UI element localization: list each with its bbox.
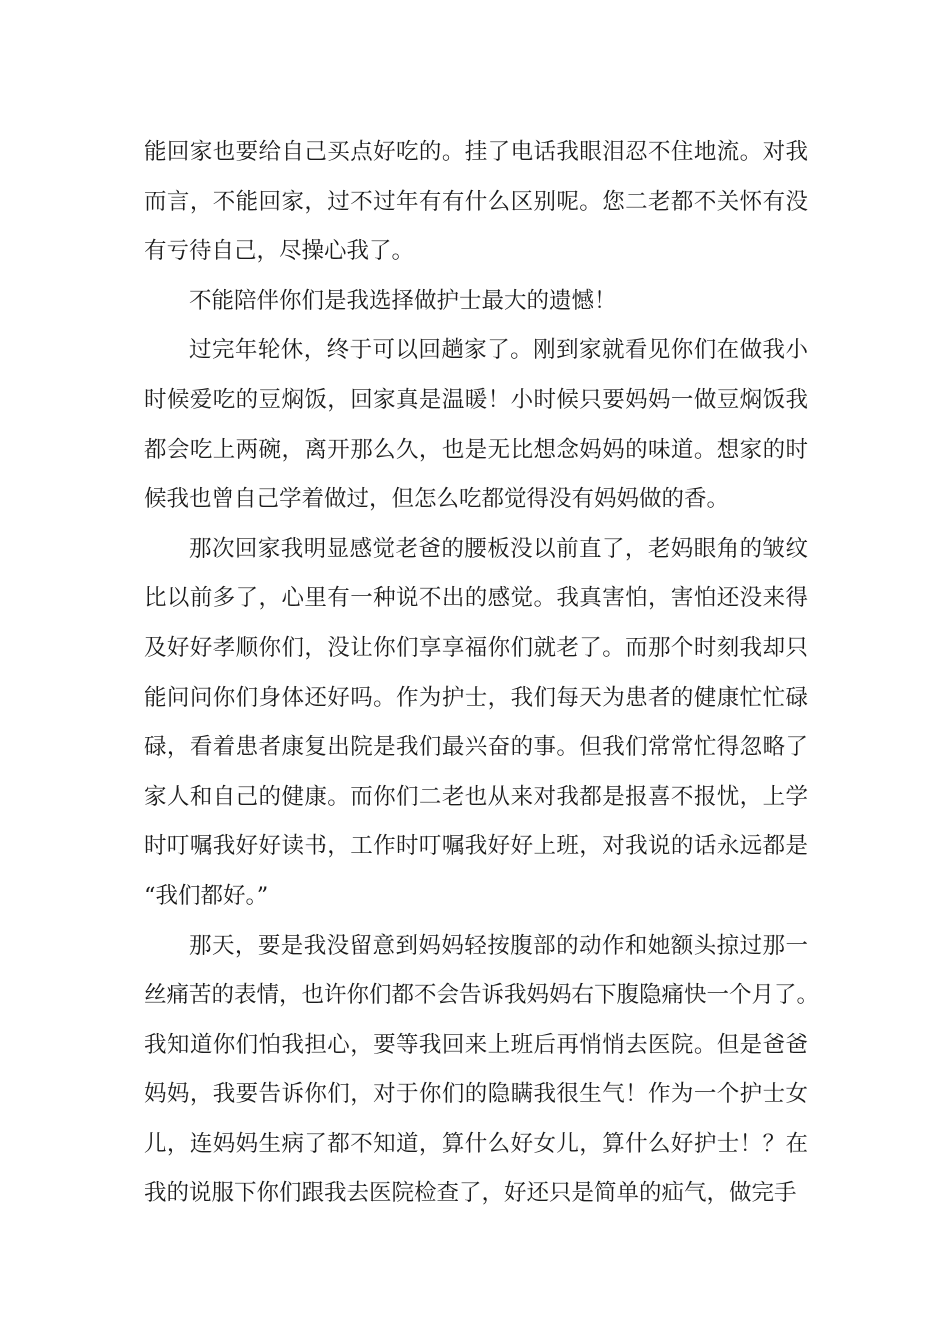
text-line: 不能陪伴你们是我选择做护士最大的遗憾！: [189, 287, 617, 314]
paragraph: [144, 277, 808, 327]
text-line: 丝痛苦的表情，也许你们都不会告诉我妈妈右下腹隐痛快一个月了。: [144, 982, 820, 1009]
text-line: 那次回家我明显感觉老爸的腰板没以前直了，老妈眼角的皱纹: [189, 535, 808, 562]
text-line: 家人和自己的健康。而你们二老也从来对我都是报喜不报忧，上学: [144, 783, 808, 810]
text-line: 碌，看着患者康复出院是我们最兴奋的事。但我们常常忙得忽略了: [144, 734, 808, 761]
paragraph: [144, 525, 808, 922]
document-body: [144, 128, 820, 1219]
text-line: 我知道你们怕我担心，要等我回来上班后再悄悄去医院。但是爸爸: [144, 1031, 808, 1058]
text-line: 候我也曾自己学着做过，但怎么吃都觉得没有妈妈做的香。: [144, 486, 730, 513]
text-line: 都会吃上两碗，离开那么久，也是无比想念妈妈的味道。想家的时: [144, 436, 808, 463]
text-line: 能回家也要给自己买点好吃的。挂了电话我眼泪忍不住地流。对我: [144, 139, 808, 165]
text-line: 比以前多了，心里有一种说不出的感觉。我真害怕，害怕还没来得: [144, 585, 808, 612]
text-line: “我们都好。”: [144, 882, 269, 909]
paragraph: [144, 326, 808, 524]
text-line: 能问问你们身体还好吗。作为护士，我们每天为患者的健康忙忙碌: [144, 684, 808, 711]
text-line: 过完年轮休，终于可以回趟家了。刚到家就看见你们在做我小: [189, 337, 808, 364]
text-line: 儿，连妈妈生病了都不知道，算什么好女儿，算什么好护士！？在: [144, 1130, 808, 1157]
text-line: 那天，要是我没留意到妈妈轻按腹部的动作和她额头掠过那一: [189, 932, 808, 959]
paragraph: [144, 922, 820, 1220]
text-line: 我的说服下你们跟我去医院检查了，好还只是简单的疝气，做完手: [144, 1180, 797, 1207]
text-line: 时叮嘱我好好读书，工作时叮嘱我好好上班，对我说的话永远都是: [144, 833, 808, 860]
paragraph: [144, 128, 808, 277]
text-line: 而言，不能回家，过不过年有有什么区别呢。您二老都不关怀有没: [144, 188, 808, 215]
text-line: 妈妈，我要告诉你们，对于你们的隐瞒我很生气！作为一个护士女: [144, 1081, 808, 1108]
text-line: 及好好孝顺你们，没让你们享享福你们就老了。而那个时刻我却只: [144, 634, 808, 661]
text-line: 时候爱吃的豆焖饭，回家真是温暖！小时候只要妈妈一做豆焖饭我: [144, 386, 808, 413]
text-line: 有亏待自己，尽操心我了。: [144, 238, 415, 265]
